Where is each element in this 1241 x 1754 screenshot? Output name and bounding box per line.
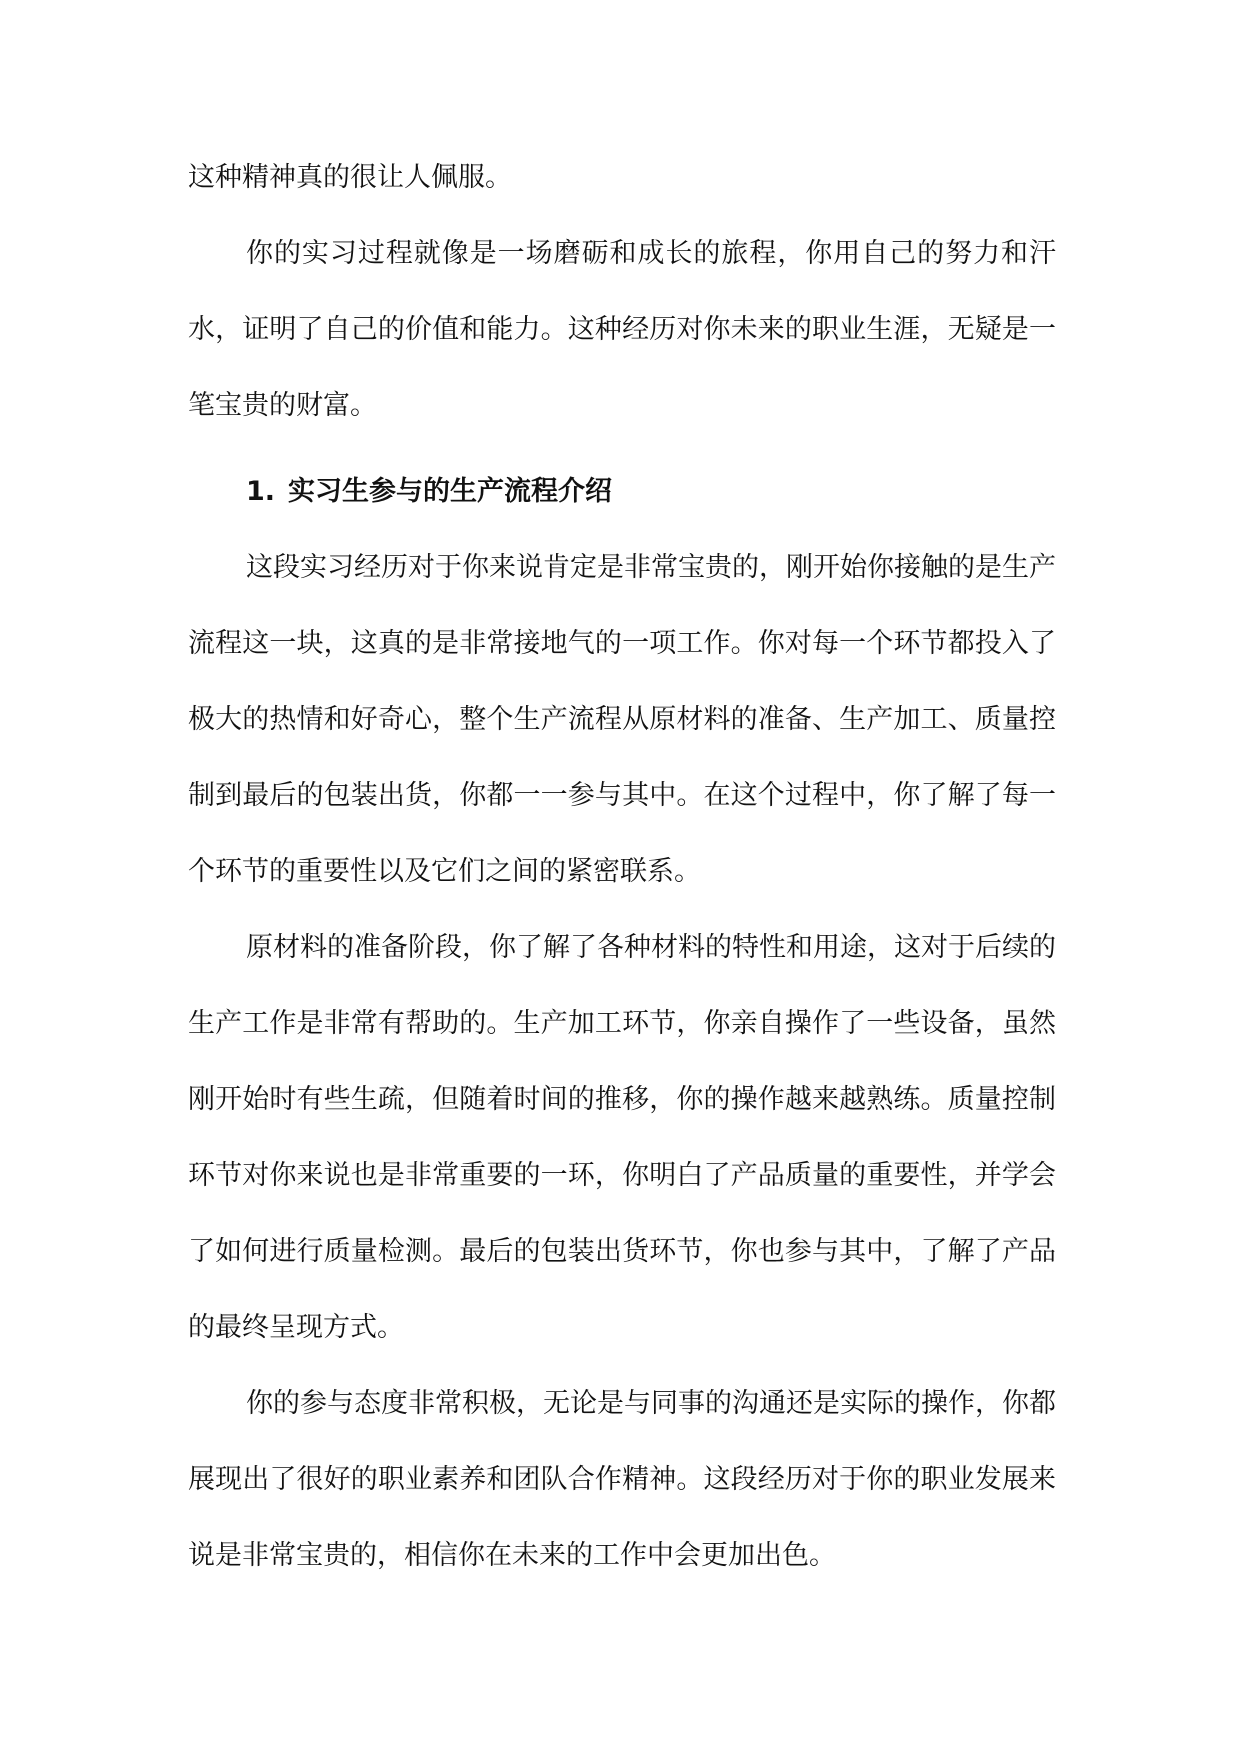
section-number: 1. bbox=[246, 476, 276, 507]
paragraph-internship-journey: 你的实习过程就像是一场磨砺和成长的旅程，你用自己的努力和汗水，证明了自己的价值和能力。这种经历对你未来的职业生涯，无疑是一笔宝贵的财富。 bbox=[188, 238, 1056, 421]
section-heading bbox=[188, 444, 1056, 530]
paragraph-continuation: 这种精神真的很让人佩服。 bbox=[188, 162, 512, 193]
paragraph-process-stages: 原材料的准备阶段，你了解了各种材料的特性和用途，这对于后续的生产工作是非常有帮助的。生产加工环节，你亲自操作了一些设备，虽然刚开始时有些生疏，但随着时间的推移，你的操作越来越熟练。质量控制环节对你来说也是非常重要的一环，你明白了产品质量的重要性，并学会了如何进行质量检测。最后的包装出货环节，你也参与其中，了解了产品的最终呈现方式。 bbox=[188, 932, 1056, 1343]
paragraph-production-overview: 这段实习经历对于你来说肯定是非常宝贵的，刚开始你接触的是生产流程这一块，这真的是非常接地气的一项工作。你对每一个环节都投入了极大的热情和好奇心，整个生产流程从原材料的准备、生产加工、质量控制到最后的包装出货，你都一一参与其中。在这个过程中，你了解了每一个环节的重要性以及它们之间的紧密联系。 bbox=[188, 552, 1056, 887]
paragraph-attitude: 你的参与态度非常积极，无论是与同事的沟通还是实际的操作，你都展现出了很好的职业素养和团队合作精神。这段经历对于你的职业发展来说是非常宝贵的，相信你在未来的工作中会更加出色。 bbox=[188, 1388, 1056, 1571]
section-title: 实习生参与的生产流程介绍 bbox=[288, 476, 612, 507]
document-body bbox=[188, 140, 1056, 1594]
